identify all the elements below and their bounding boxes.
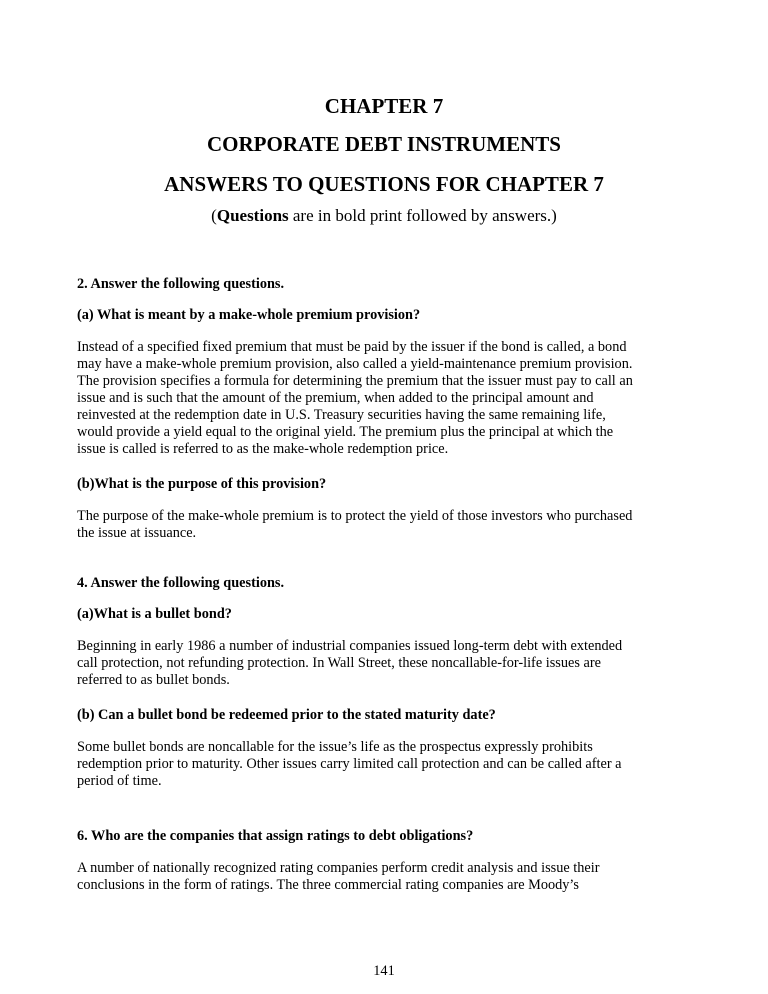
- note-rest: are in bold print followed by answers.): [288, 206, 557, 225]
- answer-line: would provide a yield equal to the original yield. The premium plus the principal at which the: [77, 424, 614, 440]
- page-number: 141: [373, 963, 395, 979]
- question-4-heading: 4. Answer the following questions.: [77, 575, 285, 591]
- answer-line: call protection, not refunding protection. In Wall Street, these noncallable-for-life issues are: [77, 655, 601, 671]
- section-title: ANSWERS TO QUESTIONS FOR CHAPTER 7: [164, 172, 604, 196]
- answer-line: The purpose of the make-whole premium is to protect the yield of those investors who purchased: [77, 508, 633, 524]
- answer-line: reinvested at the redemption date in U.S. Treasury securities having the same remaining life,: [77, 407, 606, 423]
- answer-line: may have a make-whole premium provision, also called a yield-maintenance premium provision.: [77, 356, 633, 372]
- question-2a: (a) What is meant by a make-whole premium provision?: [77, 307, 421, 323]
- question-2-heading: 2. Answer the following questions.: [77, 276, 285, 292]
- answer-6: [77, 860, 699, 894]
- question-6-heading: 6. Who are the companies that assign ratings to debt obligations?: [77, 828, 474, 844]
- answer-line: conclusions in the form of ratings. The three commercial rating companies are Moody’s: [77, 877, 579, 893]
- answer-line: Instead of a specified fixed premium that must be paid by the issuer if the bond is called, a bond: [77, 339, 627, 355]
- answer-line: referred to as bullet bonds.: [77, 672, 230, 688]
- chapter-number: CHAPTER 7: [324, 94, 444, 118]
- question-2b: (b)What is the purpose of this provision?: [77, 476, 327, 492]
- answer-line: redemption prior to maturity. Other issues carry limited call protection and can be called after a: [77, 756, 622, 772]
- answer-2b: [77, 508, 699, 542]
- answer-line: A number of nationally recognized rating companies perform credit analysis and issue their: [77, 860, 600, 876]
- answer-line: Some bullet bonds are noncallable for the issue’s life as the prospectus expressly prohibits: [77, 739, 593, 755]
- answer-line: period of time.: [77, 773, 162, 789]
- answer-line: The provision specifies a formula for determining the premium that the issuer must pay to call an: [77, 373, 633, 389]
- instruction-note: [0, 206, 768, 226]
- question-4b: (b) Can a bullet bond be redeemed prior to the stated maturity date?: [77, 707, 496, 723]
- chapter-title: CORPORATE DEBT INSTRUMENTS: [207, 132, 561, 156]
- answer-line: issue and is such that the amount of the premium, when added to the principal amount and: [77, 390, 594, 406]
- answer-line: Beginning in early 1986 a number of industrial companies issued long-term debt with extended: [77, 638, 623, 654]
- answer-line: issue is called is referred to as the make-whole redemption price.: [77, 441, 449, 457]
- note-open: (: [211, 206, 217, 225]
- answer-4a: [77, 638, 699, 689]
- answer-4b: [77, 739, 699, 790]
- note-bold: Questions: [216, 206, 289, 225]
- answer-2a: [77, 339, 699, 458]
- question-4a: (a)What is a bullet bond?: [77, 606, 232, 622]
- answer-line: the issue at issuance.: [77, 525, 197, 541]
